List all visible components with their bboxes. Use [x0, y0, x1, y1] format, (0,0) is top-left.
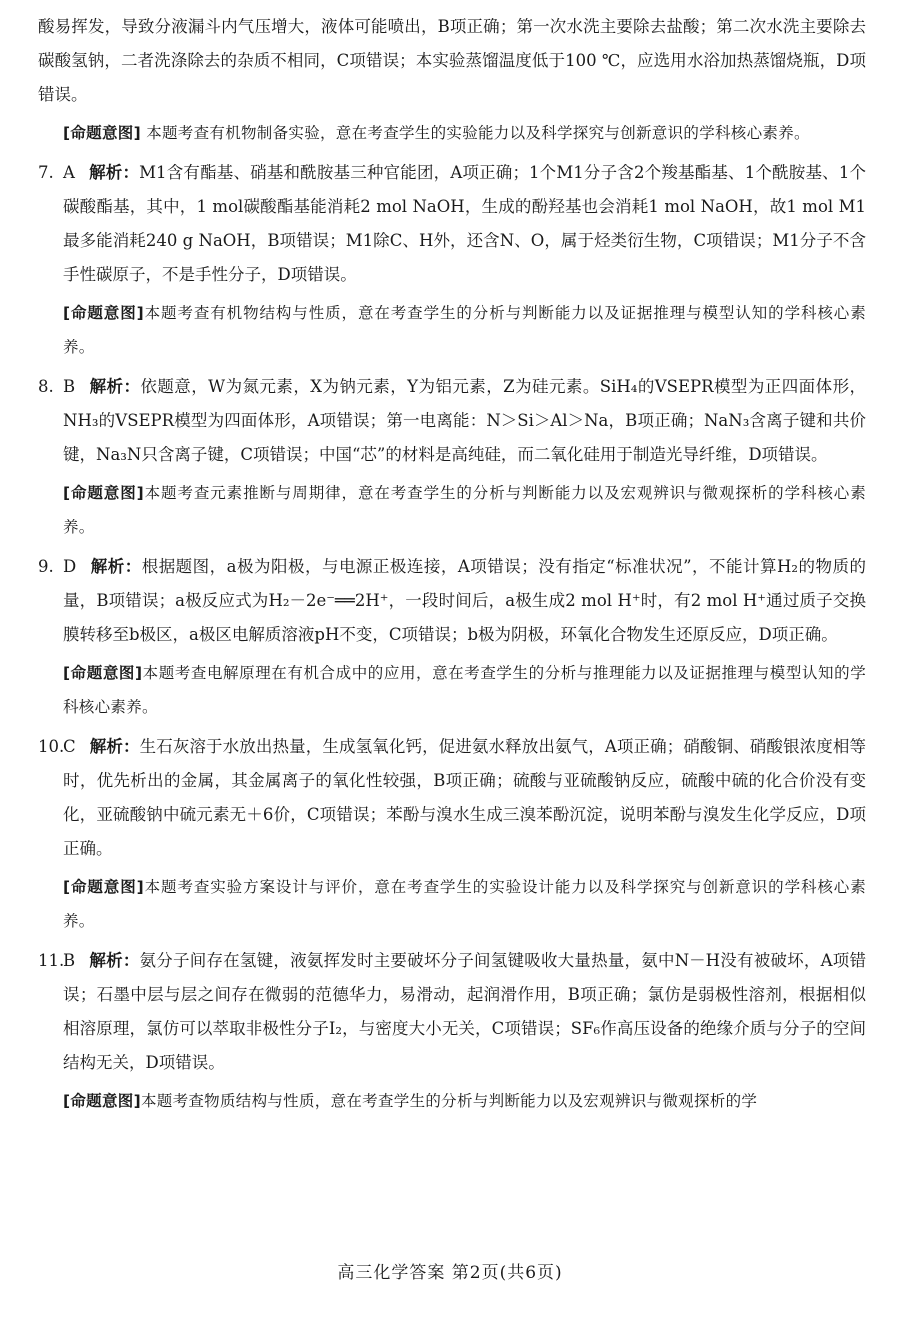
intent-label: [命题意图]: [63, 1092, 141, 1110]
answer-letter: C: [63, 737, 76, 756]
intent-label: [命题意图]: [63, 124, 141, 142]
intent-text: 本题考查实验方案设计与评价，意在考查学生的实验设计能力以及科学探究与创新意识的学科核心素养。: [63, 878, 867, 930]
intent-text: 本题考查电解原理在有机合成中的应用，意在考查学生的分析与推理能力以及证据推理与模型认知的学科核心素养。: [63, 664, 866, 716]
analysis-label: 解析：: [89, 951, 140, 970]
analysis-text: 根据题图，a极为阳极，与电源正极连接，A项错误；没有指定“标准状况”，不能计算H₂的物质的量，B项错误；a极反应式为H₂－2e⁻══2H⁺，一段时间后，a极生成2 mol H⁺时，有2 mol H⁺通过质子交换膜转移至b极区，a极区电解质溶液pH不变，C项错误；b极为阴极，环氧化合物发生还原反应，D项正确。: [63, 557, 866, 644]
question-number: 10.: [38, 737, 65, 756]
intent-text: 本题考查有机物结构与性质，意在考查学生的分析与判断能力以及证据推理与模型认知的学科核心素养。: [63, 304, 867, 356]
analysis-text: 生石灰溶于水放出热量，生成氢氧化钙，促进氨水释放出氨气，A项正确；硝酸铜、硝酸银浓度相等时，优先析出的金属，其金属离子的氧化性较强，B项正确；硫酸与亚硫酸钠反应，硫酸中硫的化合价没有变化，亚硫酸钠中硫元素无＋6价，C项错误；苯酚与溴水生成三溴苯酚沉淀，说明苯酚与溴发生化学反应，D项正确。: [63, 737, 866, 858]
question-number: 8.: [38, 377, 54, 396]
intent-text: 本题考查元素推断与周期律，意在考查学生的分析与判断能力以及宏观辨识与微观探析的学科核心素养。: [63, 484, 867, 536]
page-footer: 高三化学答案 第2页(共6页): [337, 1263, 563, 1283]
answer-items: [38, 156, 866, 1118]
item-intent: [38, 296, 866, 364]
intro-continuation: 酸易挥发，导致分液漏斗内气压增大，液体可能喷出，B项正确；第一次水洗主要除去盐酸；第二次水洗主要除去碳酸氢钠，二者洗涤除去的杂质不相同，C项错误；本实验蒸馏温度低于100 ℃，应选用水浴加热蒸馏烧瓶，D项错误。: [38, 17, 866, 104]
answer-item: [38, 730, 866, 866]
analysis-text: 依题意，W为氮元素，X为钠元素，Y为铝元素，Z为硅元素。SiH₄的VSEPR模型为正四面体形，NH₃的VSEPR模型为四面体形，A项错误；第一电离能：N＞Si＞Al＞Na，B项正确；NaN₃含离子键和共价键，Na₃N只含离子键，C项错误；中国“芯”的材料是高纯硅，而二氧化硅用于制造光导纤维，D项错误。: [63, 377, 867, 464]
intent-label: [命题意图]: [63, 664, 143, 682]
answer-item: [38, 944, 866, 1080]
intent-text: 本题考查有机物制备实验，意在考查学生的实验能力以及科学探究与创新意识的学科核心素养。: [146, 124, 810, 142]
answer-item: [38, 156, 866, 292]
analysis-label: 解析：: [89, 737, 140, 756]
question-number: 9.: [38, 557, 54, 576]
item-intent: [38, 656, 866, 724]
analysis-label: 解析：: [89, 377, 141, 396]
answer-letter: B: [63, 951, 76, 970]
answer-letter: A: [63, 163, 75, 182]
analysis-label: 解析：: [90, 557, 142, 576]
answer-item: [38, 550, 866, 652]
analysis-text: M1含有酯基、硝基和酰胺基三种官能团，A项正确；1个M1分子含2个羧基酯基、1个酰胺基、1个碳酸酯基，其中，1 mol碳酸酯基能消耗2 mol NaOH，生成的酚羟基也会消耗1 mol NaOH，故1 mol M1最多能消耗240 g NaOH，B项错误；M1除C、H外，还含N、O，属于烃类衍生物，C项错误；M1分子不含手性碳原子，不是手性分子，D项错误。: [63, 163, 866, 284]
item-intent: [38, 1084, 866, 1118]
answer-item: [38, 370, 866, 472]
intro-intent: [38, 116, 866, 150]
intent-label: [命题意图]: [63, 878, 145, 896]
intent-label: [命题意图]: [63, 304, 145, 322]
answer-letter: D: [63, 557, 77, 576]
analysis-label: 解析：: [88, 163, 140, 182]
item-intent: [38, 870, 866, 938]
intent-label: [命题意图]: [63, 484, 145, 502]
analysis-text: 氨分子间存在氢键，液氨挥发时主要破坏分子间氢键吸收大量热量，氨中N－H没有被破坏，A项错误；石墨中层与层之间存在微弱的范德华力，易滑动，起润滑作用，B项正确；氯仿是弱极性溶剂，根据相似相溶原理，氯仿可以萃取非极性分子I₂，与密度大小无关，C项错误；SF₆作高压设备的绝缘介质与分子的空间结构无关，D项错误。: [63, 951, 867, 1072]
answer-letter: B: [63, 377, 76, 396]
question-number: 7.: [38, 163, 54, 182]
item-intent: [38, 476, 866, 544]
intent-text: 本题考查物质结构与性质，意在考查学生的分析与判断能力以及宏观辨识与微观探析的学: [140, 1092, 758, 1110]
question-number: 11.: [38, 951, 65, 970]
